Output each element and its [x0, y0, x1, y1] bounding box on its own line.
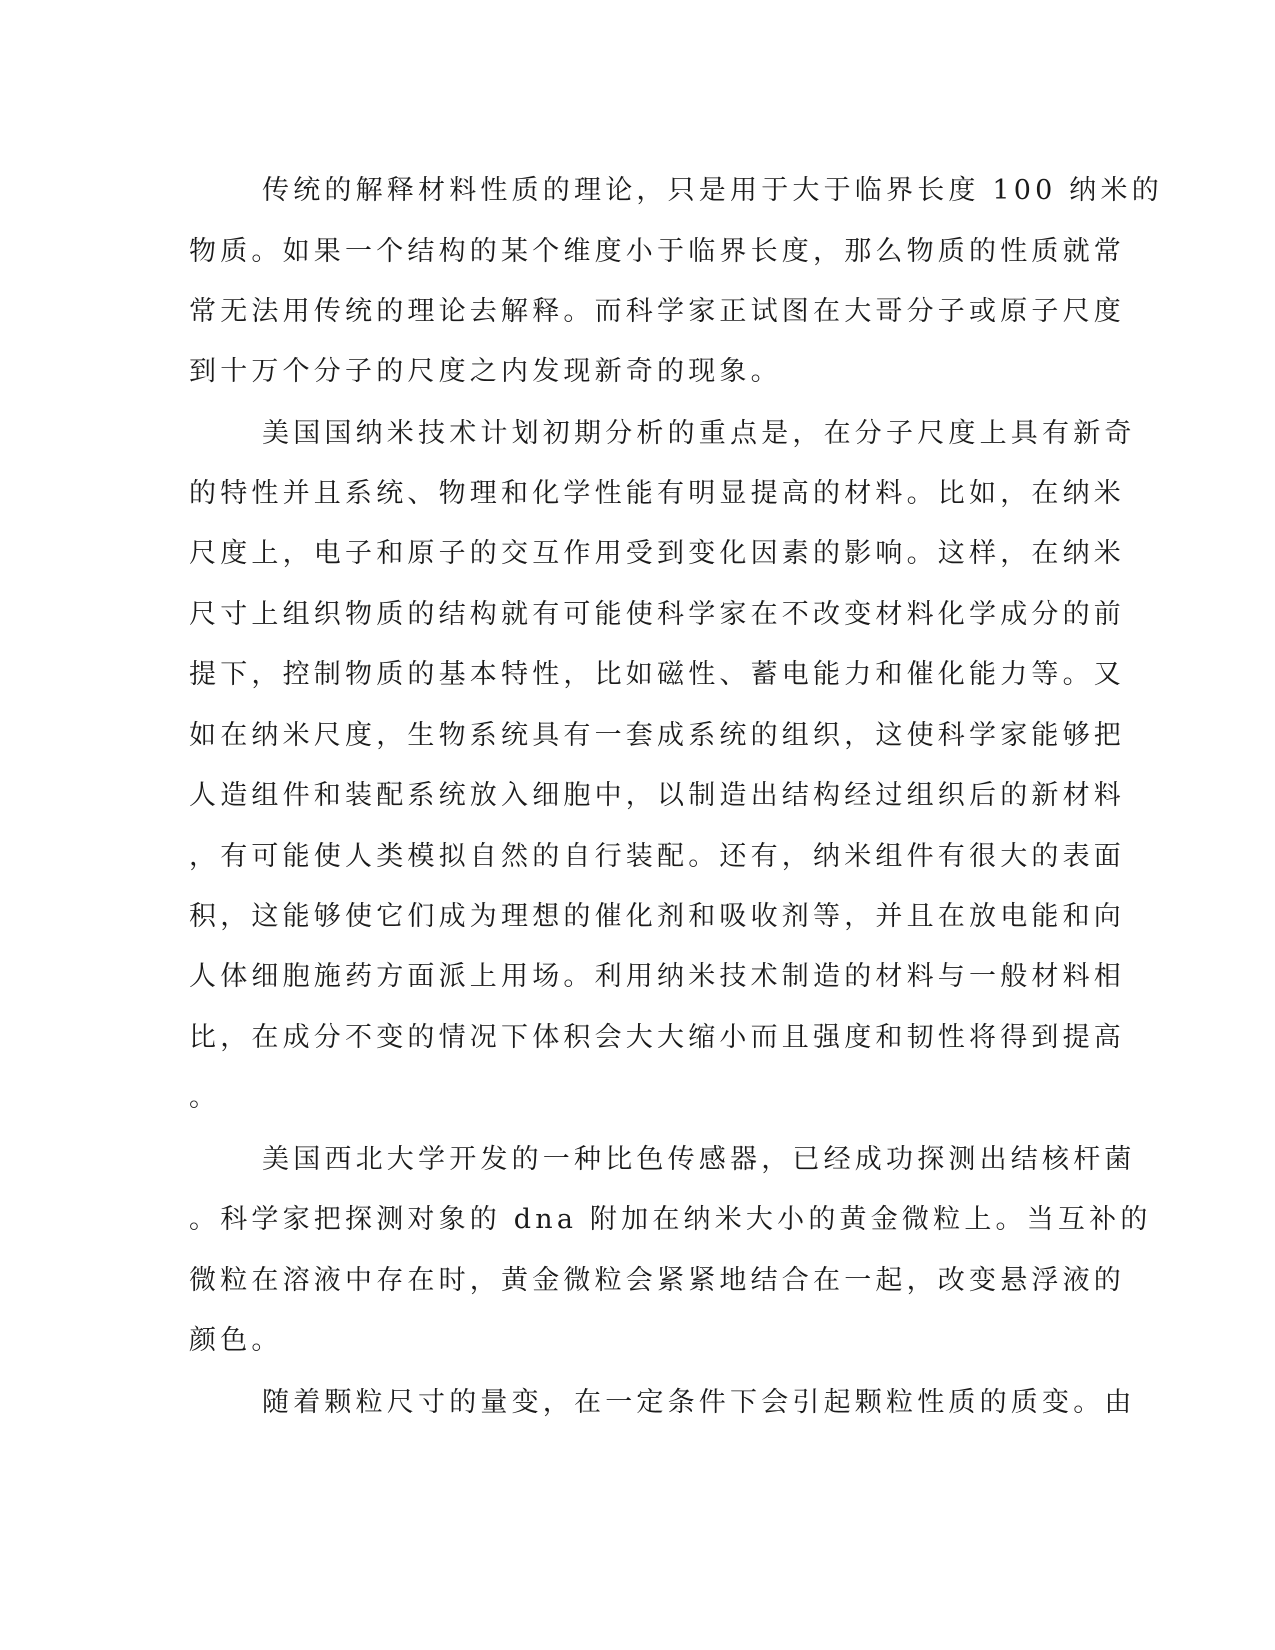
- paragraph-2-line-10: 人体细胞施药方面派上用场。利用纳米技术制造的材料与一般材料相: [189, 961, 1125, 992]
- paragraph-2-line-4: 尺寸上组织物质的结构就有可能使科学家在不改变材料化学成分的前: [189, 599, 1125, 630]
- paragraph-2-line-2: 的特性并且系统、物理和化学性能有明显提高的材料。比如，在纳米: [189, 478, 1125, 509]
- paragraph-1-line-1: 传统的解释材料性质的理论，只是用于大于临界长度 100 纳米的: [262, 175, 1163, 206]
- paragraph-2-line-1: 美国国纳米技术计划初期分析的重点是，在分子尺度上具有新奇: [262, 418, 1136, 449]
- paragraph-3-line-3: 微粒在溶液中存在时，黄金微粒会紧紧地结合在一起，改变悬浮液的: [189, 1265, 1125, 1296]
- paragraph-2-line-11: 比，在成分不变的情况下体积会大大缩小而且强度和韧性将得到提高: [189, 1022, 1125, 1053]
- paragraph-2-line-5: 提下，控制物质的基本特性，比如磁性、蓄电能力和催化能力等。又: [189, 659, 1125, 690]
- paragraph-1-line-4: 到十万个分子的尺度之内发现新奇的现象。: [189, 356, 782, 387]
- paragraph-2-line-6: 如在纳米尺度，生物系统具有一套成系统的组织，这使科学家能够把: [189, 720, 1125, 751]
- paragraph-3-line-4: 颜色。: [189, 1325, 283, 1356]
- paragraph-4-line-1: 随着颗粒尺寸的量变，在一定条件下会引起颗粒性质的质变。由: [262, 1387, 1136, 1418]
- paragraph-3-line-1: 美国西北大学开发的一种比色传感器，已经成功探测出结核杆菌: [262, 1144, 1136, 1175]
- paragraph-3-line-2: 。科学家把探测对象的 dna 附加在纳米大小的黄金微粒上。当互补的: [189, 1204, 1152, 1235]
- paragraph-1-line-3: 常无法用传统的理论去解释。而科学家正试图在大哥分子或原子尺度: [189, 296, 1125, 327]
- paragraph-2-line-7: 人造组件和装配系统放入细胞中，以制造出结构经过组织后的新材料: [189, 780, 1125, 811]
- paragraph-1-line-2: 物质。如果一个结构的某个维度小于临界长度，那么物质的性质就常: [189, 236, 1125, 267]
- paragraph-2-line-3: 尺度上，电子和原子的交互作用受到变化因素的影响。这样，在纳米: [189, 538, 1125, 569]
- paragraph-2-line-12: 。: [189, 1082, 221, 1113]
- paragraph-2-line-9: 积，这能够使它们成为理想的催化剂和吸收剂等，并且在放电能和向: [189, 901, 1125, 932]
- paragraph-2-line-8: ，有可能使人类模拟自然的自行装配。还有，纳米组件有很大的表面: [189, 841, 1125, 872]
